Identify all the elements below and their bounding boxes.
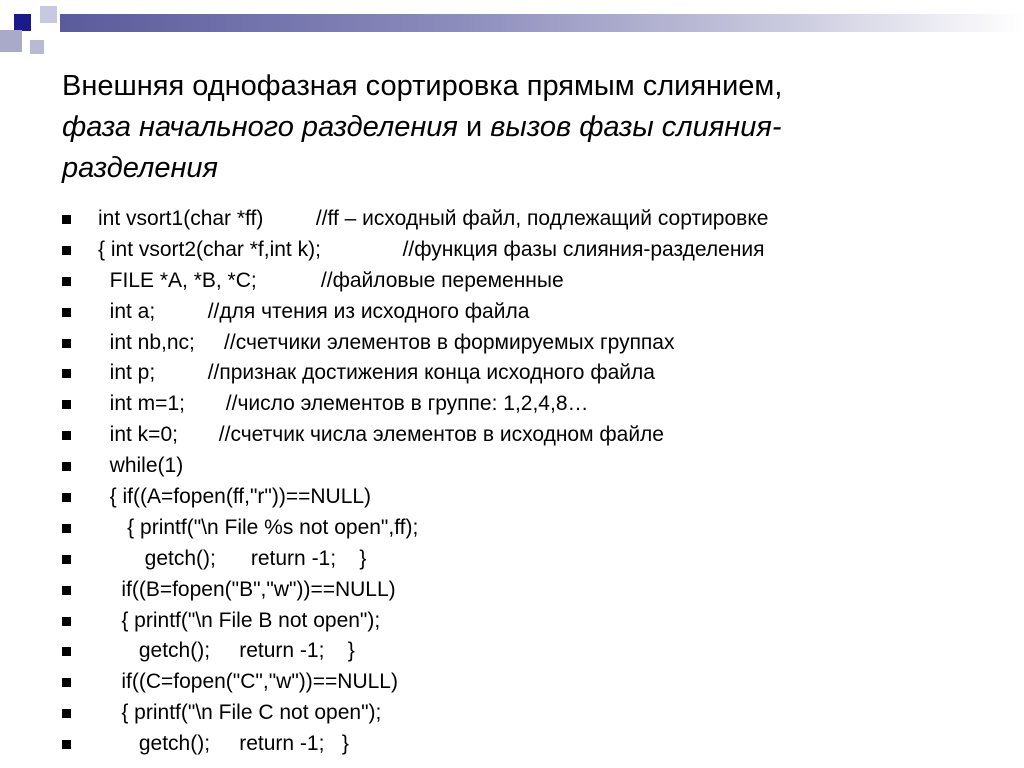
code-line-text: if((C=fopen("C","w"))==NULL) xyxy=(98,670,398,694)
decor-square-light xyxy=(40,6,57,23)
code-line-text: getch(); return -1; } xyxy=(98,546,367,570)
code-line xyxy=(62,452,768,483)
slide-title xyxy=(62,66,962,189)
code-line xyxy=(62,730,768,761)
code-line xyxy=(62,329,768,360)
code-line xyxy=(62,205,768,236)
code-line-text: int m=1; //число элементов в группе: 1,2,4,8… xyxy=(98,392,589,416)
code-line-text: { printf("\n File C not open"); xyxy=(98,701,382,725)
title-line1: Внешняя однофазная сортировка прямым слиянием, xyxy=(62,70,783,102)
square-bullet-icon xyxy=(62,339,71,348)
square-bullet-icon xyxy=(62,678,71,687)
code-line-text: { int vsort2(char *f,int k); //функция фазы слияния-разделения xyxy=(98,237,765,261)
code-line-text: if((B=fopen("B","w"))==NULL) xyxy=(98,577,396,601)
code-line xyxy=(62,390,768,421)
square-bullet-icon xyxy=(62,308,71,317)
code-line xyxy=(62,607,768,638)
code-line-text: int p; //признак достижения конца исходного файла xyxy=(98,361,655,385)
code-line xyxy=(62,483,768,514)
square-bullet-icon xyxy=(62,431,71,440)
title-line2-italic-b: вызов фазы слияния- xyxy=(490,111,782,143)
code-line xyxy=(62,699,768,730)
square-bullet-icon xyxy=(62,215,71,224)
code-line-text: int vsort1(char *ff) //ff – исходный файл, подлежащий сортировке xyxy=(98,207,769,230)
square-bullet-icon xyxy=(62,462,71,471)
code-line xyxy=(62,637,768,668)
code-line-text: while(1) xyxy=(98,454,184,478)
square-bullet-icon xyxy=(62,709,71,718)
square-bullet-icon xyxy=(62,740,71,749)
title-line2-conj: и xyxy=(457,111,491,143)
code-list xyxy=(62,205,768,761)
code-line-text: int a; //для чтения из исходного файла xyxy=(98,299,530,323)
code-line xyxy=(62,514,768,545)
code-line xyxy=(62,421,768,452)
header-gradient-bar xyxy=(60,14,1024,32)
code-line-text: { printf("\n File B not open"); xyxy=(98,608,381,632)
code-line xyxy=(62,576,768,607)
code-line xyxy=(62,668,768,699)
square-bullet-icon xyxy=(62,277,71,286)
decor-square-dark xyxy=(14,14,31,31)
title-line3: разделения xyxy=(62,152,219,184)
square-bullet-icon xyxy=(62,524,71,533)
square-bullet-icon xyxy=(62,555,71,564)
decor-square-medium xyxy=(0,30,22,52)
title-line2-italic-a: фаза начального разделения xyxy=(62,111,458,143)
square-bullet-icon xyxy=(62,617,71,626)
code-line xyxy=(62,359,768,390)
code-line xyxy=(62,267,768,298)
square-bullet-icon xyxy=(62,586,71,595)
square-bullet-icon xyxy=(62,400,71,409)
square-bullet-icon xyxy=(62,493,71,502)
code-line-text: int k=0; //счетчик числа элементов в исходном файле xyxy=(98,423,664,447)
square-bullet-icon xyxy=(62,369,71,378)
code-line-text: { if((A=fopen(ff,"r"))==NULL) xyxy=(98,485,372,509)
decor-square-small xyxy=(30,40,44,54)
code-line xyxy=(62,545,768,576)
code-line-text: int nb,nc; //счетчики элементов в формируемых группах xyxy=(98,330,675,354)
square-bullet-icon xyxy=(62,647,71,656)
code-line-text: FILE *A, *B, *C; //файловые переменные xyxy=(98,268,564,292)
code-line-text: getch(); return -1; } xyxy=(98,732,349,756)
code-line xyxy=(62,236,768,267)
code-line-text: { printf("\n File %s not open",ff); xyxy=(98,515,419,539)
code-line-text: getch(); return -1; } xyxy=(98,639,355,663)
code-line xyxy=(62,298,768,329)
square-bullet-icon xyxy=(62,246,71,255)
